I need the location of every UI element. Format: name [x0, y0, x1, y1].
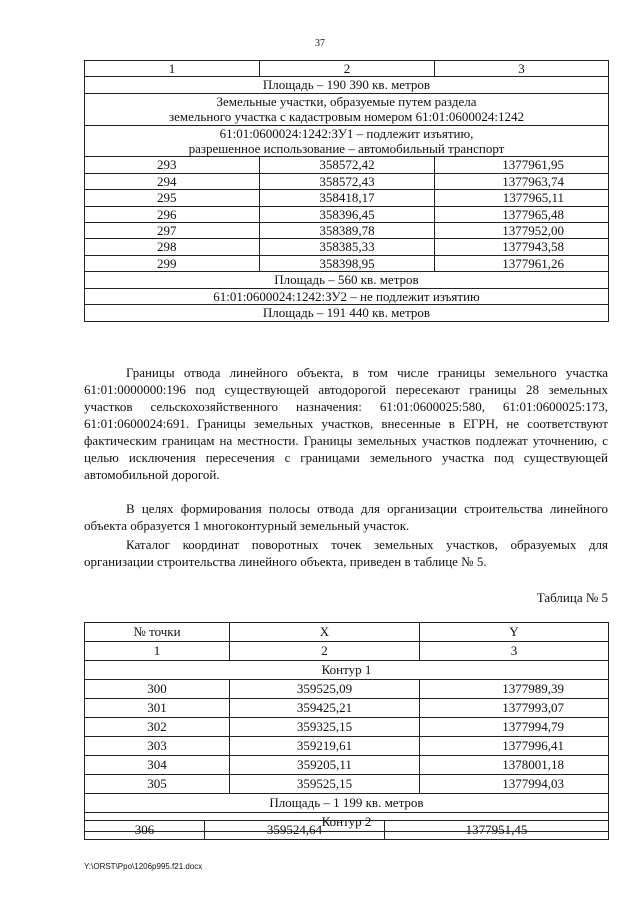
header-cell: 1	[85, 61, 260, 77]
x-coordinate: 359425,21	[230, 699, 420, 718]
table-5-contour-2-rows	[84, 820, 609, 840]
table-row	[85, 775, 609, 794]
zu1-heading-line-1: 61:01:0600024:1242:ЗУ1 – подлежит изъятию,	[219, 125, 474, 141]
area-row	[85, 272, 609, 288]
point-number: 304	[85, 756, 230, 775]
table-caption: Таблица № 5	[536, 590, 608, 605]
point-number: 301	[85, 699, 230, 718]
section-heading	[85, 93, 609, 125]
table-header-row	[85, 61, 609, 77]
point-number: 299	[85, 255, 260, 271]
x-coordinate: 358418,17	[260, 190, 435, 206]
page-number: 37	[315, 38, 325, 49]
x-coordinate: 359325,15	[230, 718, 420, 737]
x-coordinate: 358389,78	[260, 223, 435, 239]
y-coordinate: 1377943,58	[435, 239, 609, 255]
point-number: 298	[85, 239, 260, 255]
point-number: 305	[85, 775, 230, 794]
contour-1-label: Контур 1	[85, 661, 609, 680]
x-coordinate: 358398,95	[260, 255, 435, 271]
x-coordinate: 359205,11	[230, 756, 420, 775]
contour-1-area: Площадь – 1 199 кв. метров	[85, 794, 609, 813]
zu1-row	[85, 125, 609, 157]
header-cell: 2	[260, 61, 435, 77]
y-coordinate: 1378001,18	[420, 756, 609, 775]
column-number: 3	[420, 642, 609, 661]
table-row	[85, 756, 609, 775]
contour-row	[85, 661, 609, 680]
y-coordinate: 1377989,39	[420, 680, 609, 699]
column-numbers-row	[85, 642, 609, 661]
zu2-heading: 61:01:0600024:1242:ЗУ2 – не подлежит изъятию	[85, 288, 609, 304]
y-coordinate: 1377965,11	[435, 190, 609, 206]
paragraph-catalog: Каталог координат поворотных точек земельных участков, образуемых для организации строительства линейного объекта, приведен в таблице № 5.	[84, 537, 608, 569]
point-number: 293	[85, 157, 260, 173]
point-number: 296	[85, 206, 260, 222]
x-coordinate: 358572,43	[260, 173, 435, 189]
y-coordinate: 1377951,45	[385, 821, 609, 840]
contour-2-label: Контур 2	[85, 813, 609, 832]
table-header-row	[85, 623, 609, 642]
y-coordinate: 1377961,95	[435, 157, 609, 173]
table-row	[85, 206, 609, 222]
table-row	[85, 190, 609, 206]
point-number: 306	[85, 821, 205, 840]
area-zu2: Площадь – 191 440 кв. метров	[85, 305, 609, 321]
area-total: Площадь – 190 390 кв. метров	[85, 77, 609, 93]
x-coordinate: 359219,61	[230, 737, 420, 756]
header-cell: 3	[435, 61, 609, 77]
zu1-heading	[85, 125, 609, 157]
point-number: 294	[85, 173, 260, 189]
point-number: 300	[85, 680, 230, 699]
table-row	[85, 718, 609, 737]
table-row	[85, 680, 609, 699]
table-row	[85, 239, 609, 255]
section-heading-line-2: земельного участка с кадастровым номером 61:01:0600024:1242	[169, 109, 524, 125]
table-row	[85, 699, 609, 718]
x-coordinate: 358572,42	[260, 157, 435, 173]
paragraph-formation: В целях формирования полосы отвода для организации строительства линейного объекта образуется 1 многоконтурный земельный участок.	[84, 501, 608, 533]
y-coordinate: 1377965,48	[435, 206, 609, 222]
point-number: 297	[85, 223, 260, 239]
column-number: 1	[85, 642, 230, 661]
coordinates-table-continued	[84, 60, 609, 322]
column-header-point: № точки	[85, 623, 230, 642]
section-heading-line-1: Земельные участки, образуемые путем раздела	[216, 93, 477, 109]
point-number: 303	[85, 737, 230, 756]
paragraph-boundaries: Границы отвода линейного объекта, в том числе границы земельного участка 61:01:0000000:196 под существующей автодорогой пересекают границы 28 земельных участков сельскохозяйственного назначения: 61:01:0600025:580, 61:01:0600025:173, 61:01:0600024:691. Границы земельных участков, внесенные в ЕГРН, не соответствуют фактическим границам на местности. Границы земельных участков подлежат уточнению, с целью исключения пересечения с границами земельного участка под существующей автомобильной дорогой.	[84, 365, 608, 482]
area-row	[85, 305, 609, 321]
x-coordinate: 359525,15	[230, 775, 420, 794]
table-row	[85, 223, 609, 239]
column-header-x: X	[230, 623, 420, 642]
y-coordinate: 1377996,41	[420, 737, 609, 756]
point-number: 295	[85, 190, 260, 206]
zu2-row	[85, 288, 609, 304]
y-coordinate: 1377994,03	[420, 775, 609, 794]
table-row	[85, 157, 609, 173]
y-coordinate: 1377952,00	[435, 223, 609, 239]
area-row	[85, 794, 609, 813]
zu1-heading-line-2: разрешенное использование – автомобильный транспорт	[188, 141, 505, 157]
file-path-footer: Y:\ORST\Ppo\1206p995.f21.docx	[84, 862, 203, 871]
column-number: 2	[230, 642, 420, 661]
table-row	[85, 737, 609, 756]
point-number: 302	[85, 718, 230, 737]
table-row	[85, 255, 609, 271]
x-coordinate: 358396,45	[260, 206, 435, 222]
x-coordinate: 359524,64	[205, 821, 385, 840]
column-header-y: Y	[420, 623, 609, 642]
y-coordinate: 1377994,79	[420, 718, 609, 737]
table-row	[85, 173, 609, 189]
y-coordinate: 1377961,26	[435, 255, 609, 271]
area-row	[85, 77, 609, 93]
area-zu1: Площадь – 560 кв. метров	[85, 272, 609, 288]
table-5	[84, 622, 609, 832]
x-coordinate: 359525,09	[230, 680, 420, 699]
x-coordinate: 358385,33	[260, 239, 435, 255]
y-coordinate: 1377963,74	[435, 173, 609, 189]
y-coordinate: 1377993,07	[420, 699, 609, 718]
table-row	[85, 821, 609, 840]
section-row	[85, 93, 609, 125]
